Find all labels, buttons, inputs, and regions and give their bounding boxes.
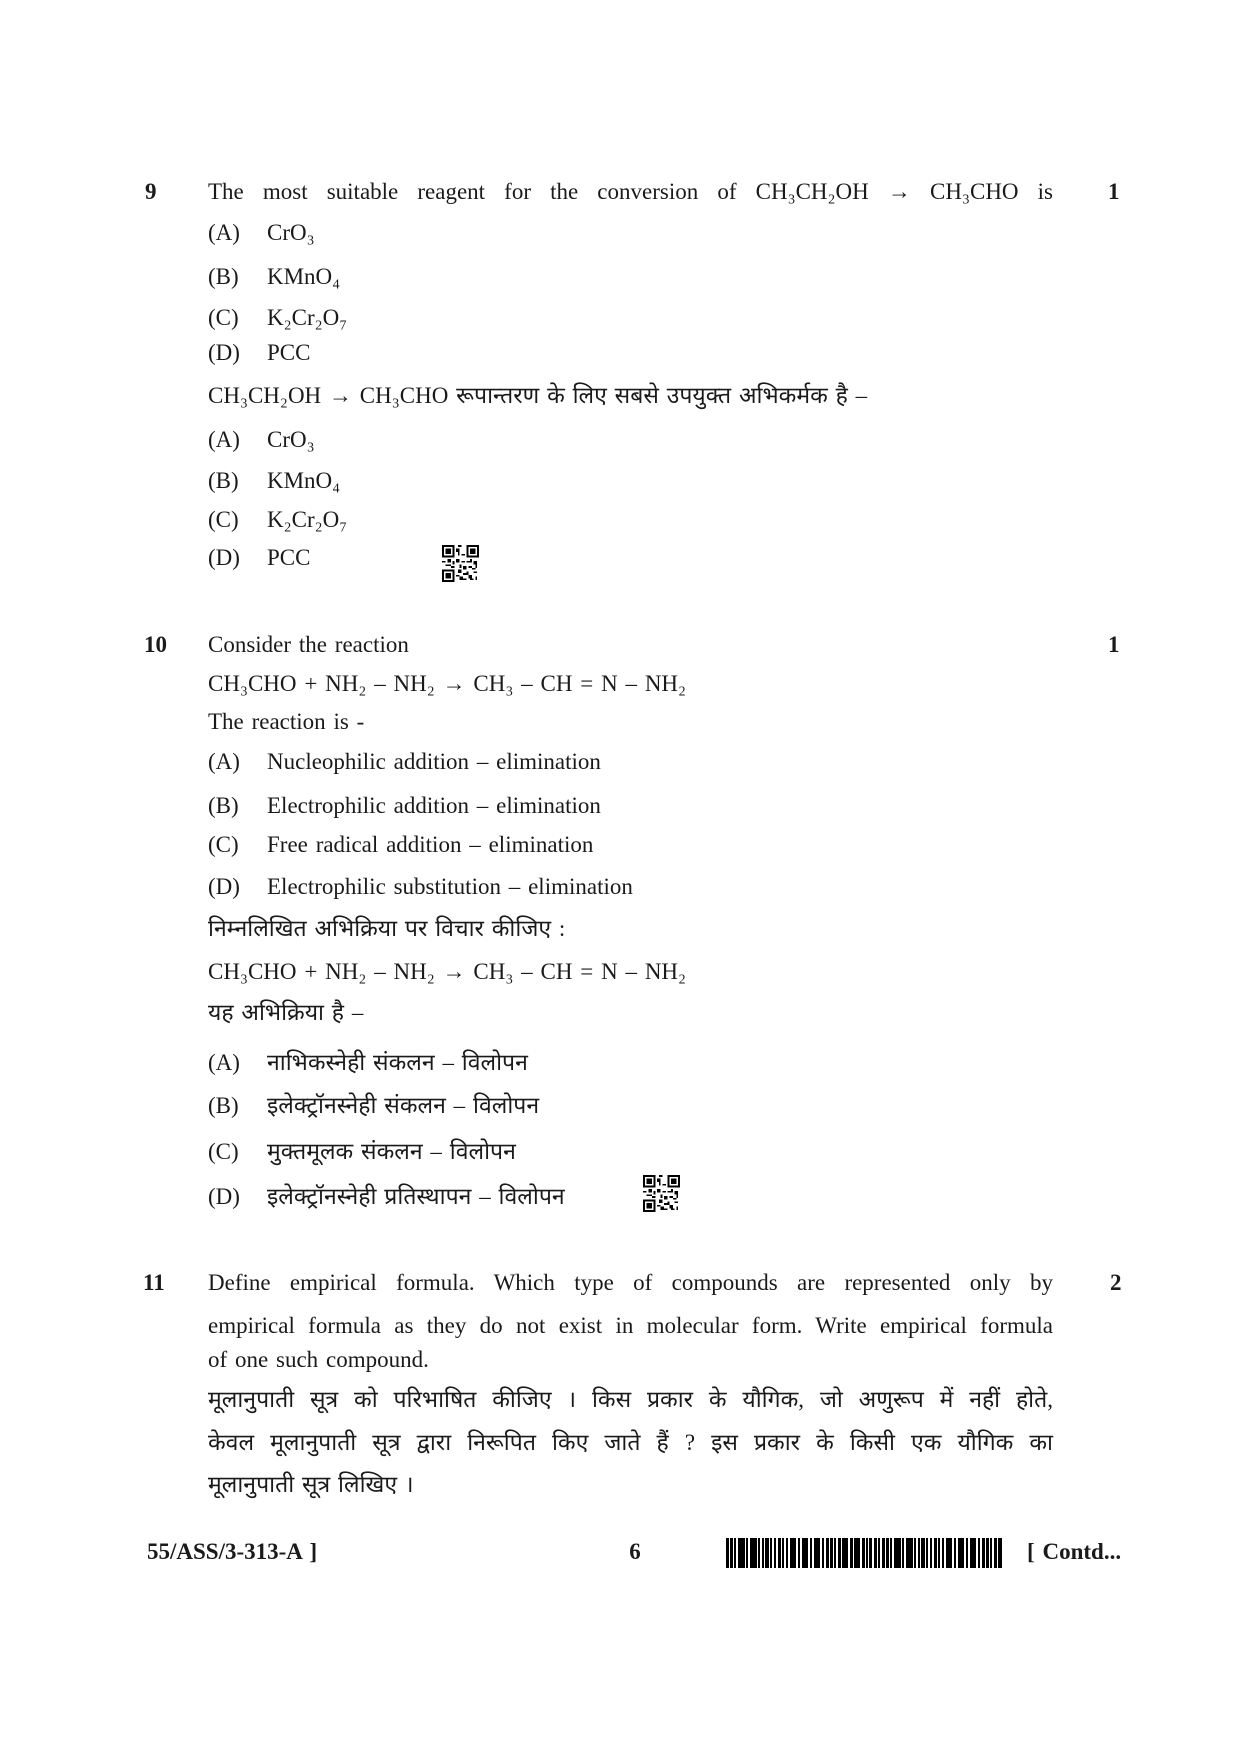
option-label: (B): [208, 793, 239, 818]
question-text-hi: CH₃CH₂OH → CH₃CHO रूपान्तरण के लिए सबसे उपयुक्त अभिकर्मक है –: [208, 383, 868, 408]
question-marks: 2: [1110, 1270, 1122, 1295]
option-row: [208, 542, 1053, 574]
option-label: (A): [208, 220, 240, 245]
option-row: [208, 1090, 1053, 1122]
question-intro-en: Consider the reaction: [208, 632, 409, 657]
option-text: मुक्तमूलक संकलन – विलोपन: [267, 1139, 516, 1164]
footer-contd-label: [ Contd...: [1027, 1539, 1122, 1564]
option-label: (C): [208, 305, 239, 330]
option-label: (C): [208, 507, 239, 532]
question-text-hi-line: मूलानुपाती सूत्र लिखिए ।: [208, 1472, 414, 1497]
option-text: KMnO₄: [267, 264, 341, 289]
question-marks: 1: [1108, 632, 1120, 657]
option-text: इलेक्ट्रॉनस्नेही प्रतिस्थापन – विलोपन: [267, 1184, 565, 1209]
option-text: CrO₃: [267, 427, 315, 452]
option-row: [208, 829, 1053, 861]
option-label: (D): [208, 340, 240, 365]
qr-code-icon: [442, 545, 479, 582]
option-label: (B): [208, 468, 239, 493]
question-stem-en: The reaction is -: [208, 709, 365, 734]
option-label: (D): [208, 545, 240, 570]
option-text: K₂Cr₂O₇: [267, 507, 348, 532]
option-row: [208, 1047, 1053, 1079]
option-row: [208, 217, 1053, 249]
option-row: [208, 504, 1053, 536]
option-label: (D): [208, 1184, 240, 1209]
question-text-en-line: Define empirical formula. Which type of compounds are represented only by: [208, 1270, 1053, 1295]
option-text: PCC: [267, 340, 311, 365]
option-row: [208, 261, 1053, 293]
option-label: (A): [208, 1050, 240, 1075]
footer-paper-code: 55/ASS/3-313-A ]: [147, 1539, 318, 1564]
option-text: Free radical addition – elimination: [267, 832, 594, 857]
option-label: (A): [208, 749, 240, 774]
question-number: 10: [144, 632, 167, 657]
question-number: 9: [145, 179, 157, 204]
option-row: [208, 465, 1053, 497]
option-text: नाभिकस्नेही संकलन – विलोपन: [267, 1050, 528, 1075]
option-row: [208, 302, 1053, 334]
option-label: (C): [208, 832, 239, 857]
option-text: K₂Cr₂O₇: [267, 305, 348, 330]
option-row: [208, 1181, 1053, 1213]
option-label: (C): [208, 1139, 239, 1164]
option-text: Nucleophilic addition – elimination: [267, 749, 601, 774]
qr-code-icon: [643, 1175, 680, 1212]
option-row: [208, 424, 1053, 456]
barcode: [726, 1538, 1002, 1568]
option-row: [208, 871, 1053, 903]
question-text-en-line: of one such compound.: [208, 1347, 429, 1372]
option-text: इलेक्ट्रॉनस्नेही संकलन – विलोपन: [267, 1093, 540, 1118]
reaction-formula: CH₃CHO + NH₂ – NH₂ → CH₃ – CH = N – NH₂: [208, 959, 687, 984]
option-row: [208, 790, 1053, 822]
option-row: [208, 337, 1053, 369]
question-stem-hi: यह अभिक्रिया है –: [208, 1000, 364, 1025]
question-number: 11: [143, 1270, 165, 1295]
option-text: Electrophilic addition – elimination: [267, 793, 601, 818]
reaction-formula: CH₃CHO + NH₂ – NH₂ → CH₃ – CH = N – NH₂: [208, 671, 687, 696]
option-label: (B): [208, 1093, 239, 1118]
question-marks: 1: [1108, 179, 1120, 204]
option-label: (B): [208, 264, 239, 289]
option-text: PCC: [267, 545, 311, 570]
option-text: CrO₃: [267, 220, 315, 245]
question-text-hi-line: केवल मूलानुपाती सूत्र द्वारा निरूपित किए जाते हैं ? इस प्रकार के किसी एक यौगिक का: [208, 1430, 1053, 1455]
option-row: [208, 746, 1053, 778]
question-text-en-line: empirical formula as they do not exist in molecular form. Write empirical formula: [208, 1313, 1053, 1338]
question-intro-hi: निम्नलिखित अभिक्रिया पर विचार कीजिए :: [208, 916, 566, 941]
question-text-hi-line: मूलानुपाती सूत्र को परिभाषित कीजिए । किस प्रकार के यौगिक, जो अणुरूप में नहीं होते,: [208, 1387, 1053, 1412]
option-row: [208, 1136, 1053, 1168]
option-label: (D): [208, 874, 240, 899]
option-text: KMnO₄: [267, 468, 341, 493]
option-text: Electrophilic substitution – elimination: [267, 874, 633, 899]
footer-page-number: 6: [629, 1539, 641, 1564]
question-text-en: The most suitable reagent for the conversion of CH₃CH₂OH → CH₃CHO is: [208, 179, 1053, 204]
option-label: (A): [208, 427, 240, 452]
